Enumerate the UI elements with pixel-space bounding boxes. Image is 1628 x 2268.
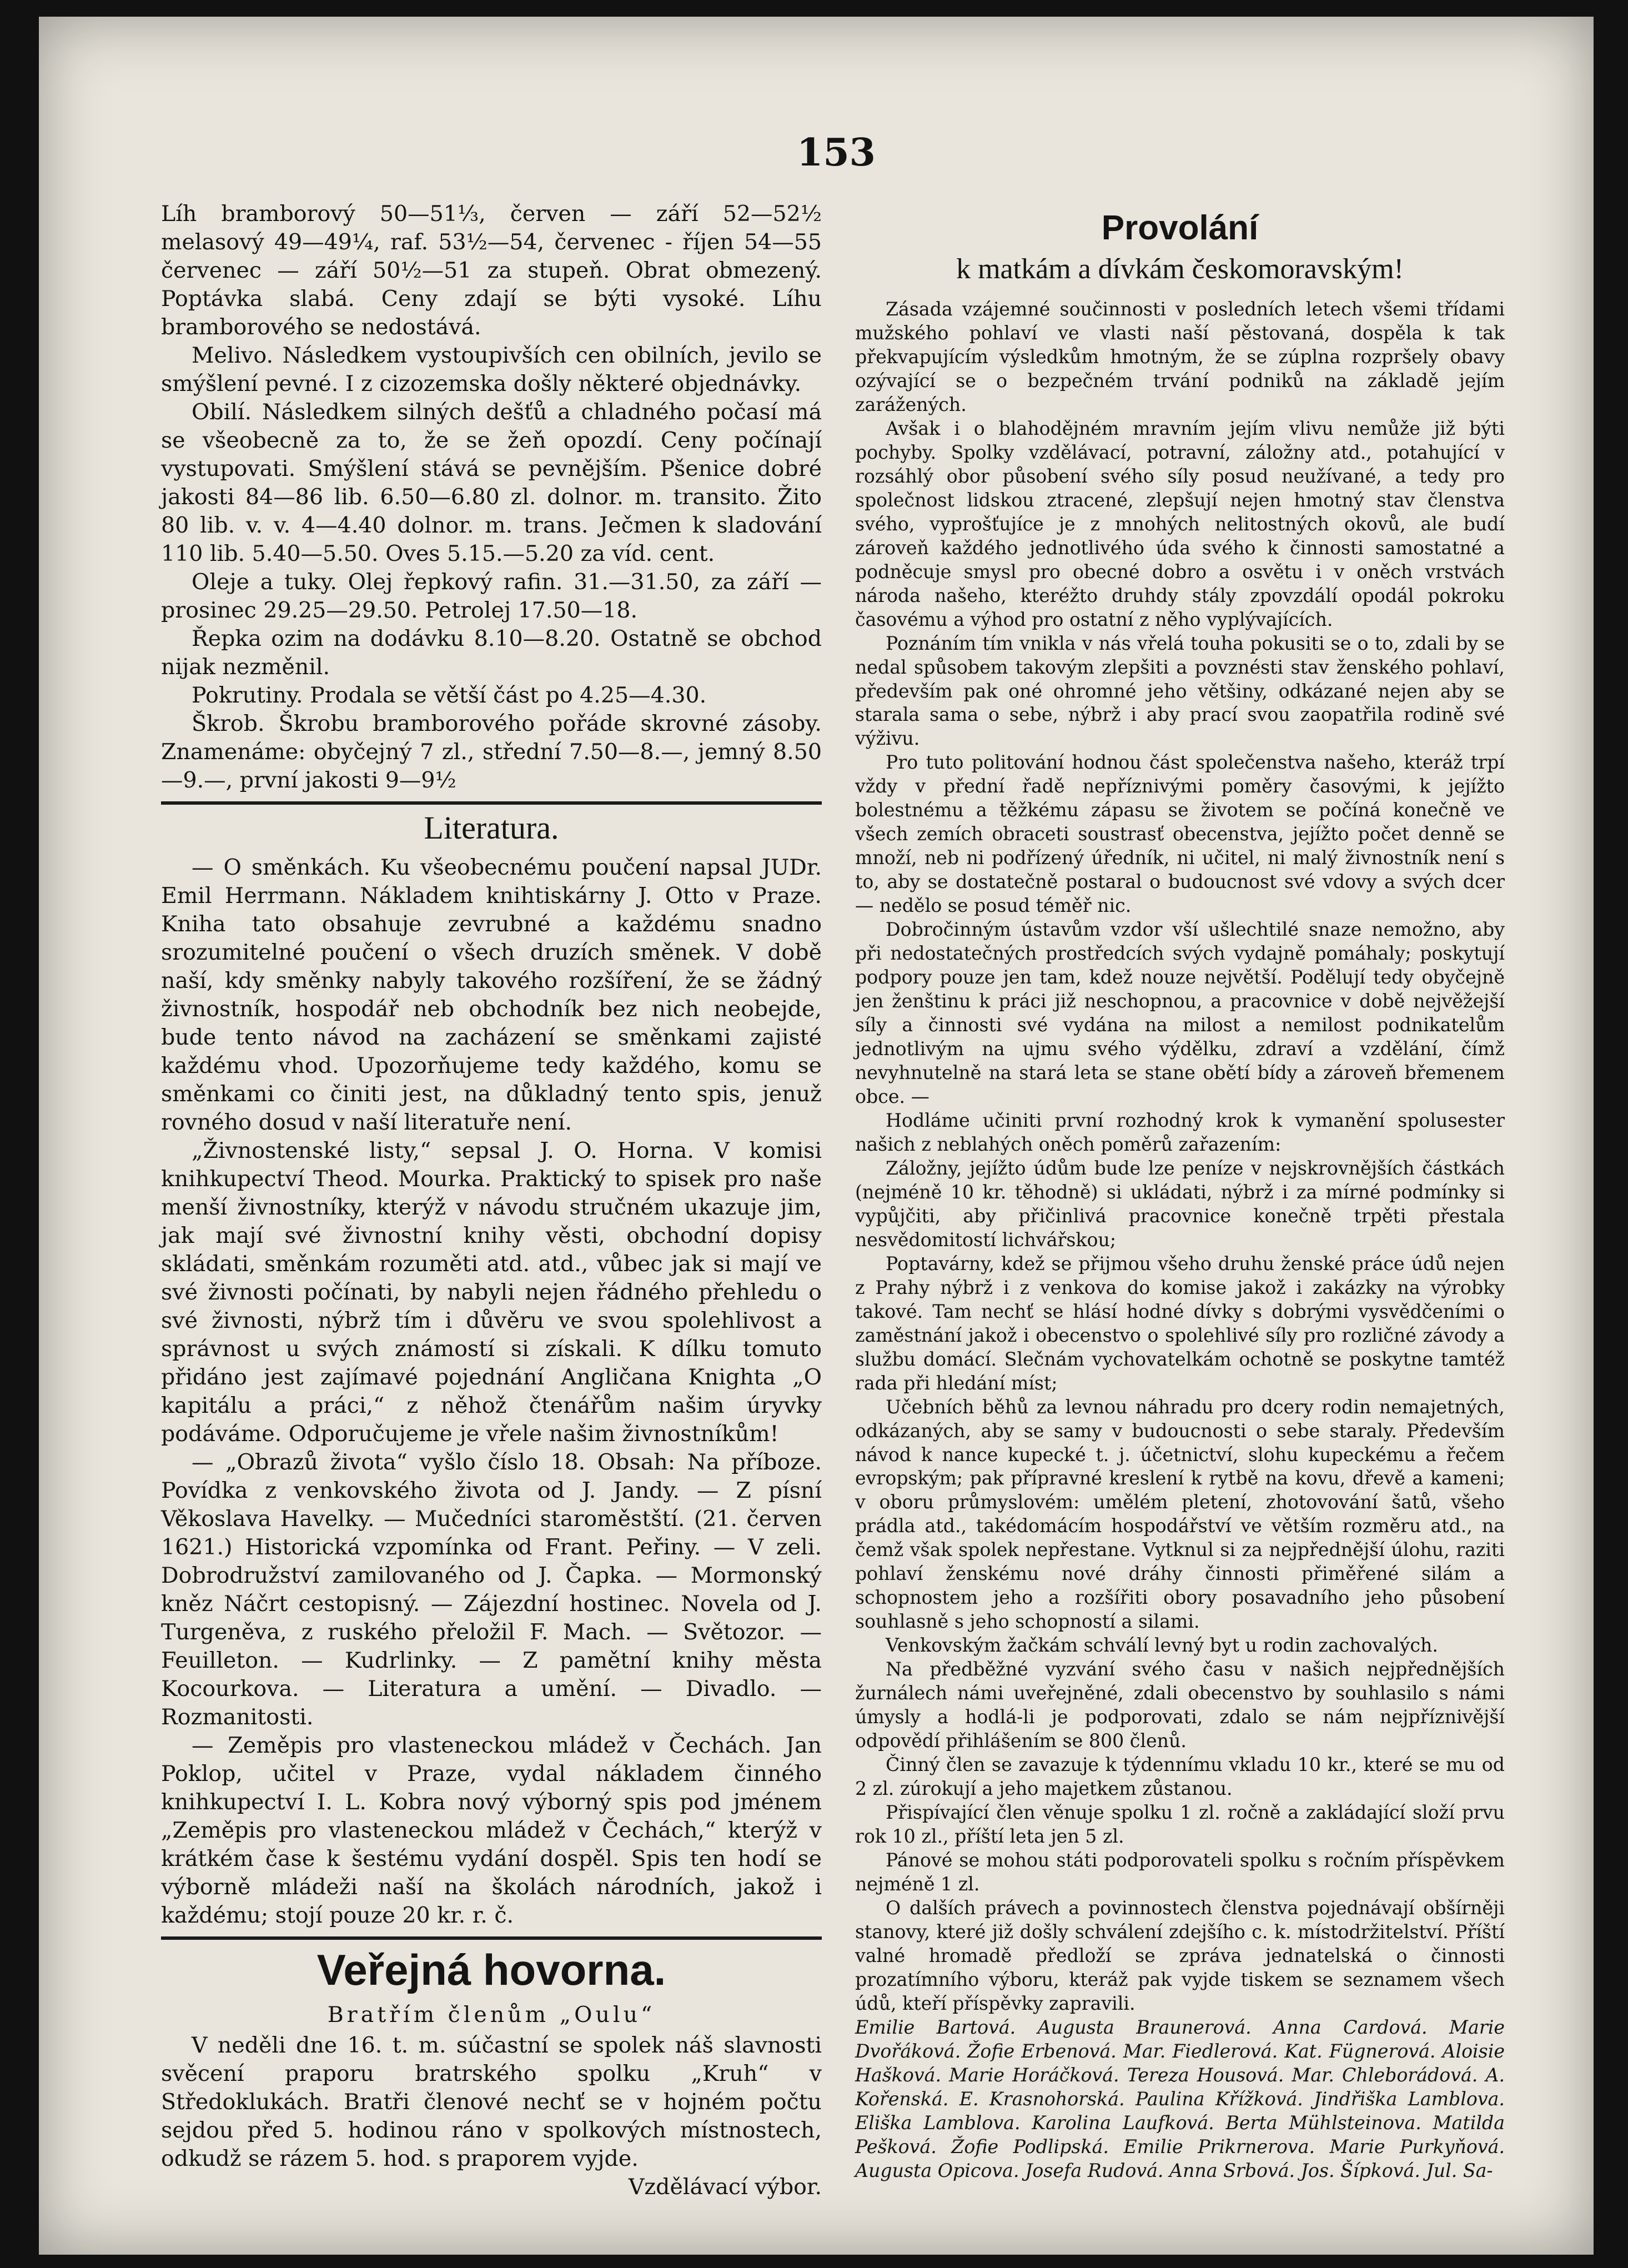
paragraph: O dalších právech a povinnostech členstva pojednávají obšírněji stanovy, které již došly schválení zdejšího c. k. místodržitelství. Příští valné hromadě předloží se zpráva jednatelská o činnosti prozatímního výboru, kteráž pak vyjde tiskem se seznamem všech údů, kteří příspěvky zapravili.	[855, 1896, 1505, 2014]
paragraph: Dobročinným ústavům vzdor vší ušlechtilé snaze nemožno, aby při nedostatečných prostředcích svých vydajně pomáhaly; poskytují podpory pouze jen tam, kdež nouze největší. Podělují tedy obyčejně jen ženštinu k práci již neschopnou, a pracovnice v době nejvěžejší síly a činnosti své vydána na milost a nemilost podnikatelům jednotlivým na ujmu svého výdělku, zdraví a vzdělání, čímž nevyhnutelně na stará leta se stane obětí bídy a zároveň břemenem obce. —	[855, 919, 1505, 1107]
paragraph: Učebních běhů za levnou náhradu pro dcery rodin nemajetných, odkázaných, aby se samy v budoucnosti o sebe staraly. Především návod k nance kupecké t. j. účetnictví, slohu kupeckému a řečem evropským; pak přípravné kreslení k rytbě na kovu, dřevě a kameni; v oboru průmyslovém: umělém pletení, zhotovování šatů, všeho prádla atd., takédomácím hospodářství ve větším rozměru atd., na čemž však spolek nepřestane. Vytknul si za nejpřednější úlohu, raziti pohlaví ženskému nové dráhy činnosti přiměřené silám a schopnostem jeho a rozšířiti obory posavadního jeho působení souhlasně s jeho schopností a silami.	[855, 1396, 1505, 1633]
market-item: Melivo. Následkem vystoupivších cen obilních, jevilo se smýšlení pevné. I z cizozemska došly některé objednávky.	[161, 343, 822, 397]
page-number: 153	[797, 131, 876, 175]
paragraph: Činný člen se zavazuje k týdennímu vkladu 10 kr., které se mu od 2 zl. zúrokují a jeho majetkem zůstanou.	[855, 1754, 1505, 1800]
paragraph: Pro tuto politování hodnou část společenstva našeho, kteráž trpí vždy v přední řadě nepříznivými poměry časovými, k jejížto bolestnému a těžkému zápasu se životem se počíná konečně ve všech zemích obraceti soustrasť obecenstva, jejížto počet denně se množí, neb ni podřízený úředník, ni učitel, ni malý živnostník není s to, aby se dostatečně postaral o budoucnost své vdovy a svých dcer — nedělo se posud téměř nic.	[855, 751, 1505, 917]
paragraph: Na předběžné vyzvání svého času v našich nejpřednějších žurnálech námi uveřejněné, zdali obecenstvo by souhlasilo s námi úmysly a hodlá-li je podporovati, zdalo se nám nejpříznivější odpovědí přihlášením se 800 členů.	[855, 1658, 1505, 1752]
newspaper-page	[39, 17, 1594, 2255]
literature-heading: Literatura.	[424, 810, 559, 846]
hovorna-heading: Veřejná hovorna.	[316, 1945, 666, 1994]
proclamation-title: Provolání	[1101, 209, 1259, 247]
paragraph: Poznáním tím vnikla v nás vřelá touha pokusiti se o to, zdali by se nedal spůsobem takovým zlepšiti a povznésti stav ženského pohlaví, především pak oné ohromné jeho většiny, odkázané nejen aby se starala sama o sebe, nýbrž i aby prací svou zaopatřila rodině své výživu.	[855, 632, 1505, 750]
literature-section	[161, 854, 822, 1930]
literature-item: — O směnkách. Ku všeobecnému poučení napsal JUDr. Emil Herrmann. Nákladem knihtiskárny J. Otto v Praze. Kniha tato obsahuje zevrubné a každému snadno srozumitelné poučení o všech druzích směnek. V době naší, kdy směnky nabyly takového rozšíření, že se žádný živnostník, hospodář neb obchodník bez nich neobejde, bude tento návod na zacházení se směnkami zajisté každému vhod. Upozorňujeme tedy každého, komu se směnkami co činiti jest, na důkladný tento spis, jenuž rovného dosud v naší literatuře není.	[161, 855, 822, 1135]
paragraph: Avšak i o blahodějném mravním jejím vlivu nemůže již býti pochyby. Spolky vzdělávací, potravní, záložny atd., potahující v rozsáhlý obor působení svého síly posud neužívané, a tedy pro společnost lidskou ztracené, zlepšují nejen hmotný stav členstva svého, vyprošťujíce je z mnohých nelitostných okovů, ale budí zároveň každého jednotlivého úda svého k činnosti samostatné a podněcuje smysl pro obecné dobro a osvětu i v oněch vrstvách národa našeho, kteréžto druhdy stály zpovzdálí opodál pokroku časovému a výhod pro ostatní z něho vyplývajících.	[855, 417, 1505, 630]
hovorna-text: V neděli dne 16. t. m. súčastní se spolek náš slavnosti svěcení praporu bratrského spolku „Kruh“ v Středoklukách. Bratři členové nechť se v hojném počtu sejdou před 5. hodinou ráno v spolkových místnostech, odkudž se rázem 5. hod. s praporem vyjde.	[161, 2033, 822, 2171]
market-item: Obilí. Následkem silných dešťů a chladného počasí má se všeobecně za to, že se žeň opozdí. Ceny počínají vystupovati. Smýšlení stává se pevnějším. Pšenice dobré jakosti 84—86 lib. 6.50—6.80 zl. dolnor. m. transito. Žito 80 lib. v. v. 4—4.40 dolnor. m. trans. Ječmen k sladování 110 lib. 5.40—5.50. Oves 5.15.—5.20 za víd. cent.	[161, 399, 822, 566]
paragraph: Zásada vzájemné součinnosti v posledních letech všemi třídami mužského pohlaví ve vlasti naší pěstovaná, dospěla k tak překvapujícím výsledkům hmotným, že se zúplna rozpršely obavy ozývající se o bezpečném trvání podniků na základě jejím zarážených.	[855, 298, 1505, 415]
section-divider	[161, 1936, 822, 1940]
paragraph: Přispívající člen věnuje spolku 1 zl. ročně a zakládající složí prvu rok 10 zl., příští leta jen 5 zl.	[855, 1802, 1505, 1847]
market-item: Líh bramborový 50—51⅓, červen — září 52—52½ melasový 49—49¼, raf. 53½—54, červenec - říjen 54—55 červenec — září 50½—51 za stupeň. Obrat obmezený. Poptávka slabá. Ceny zdají se býti vysoké. Líhu bramborového se nedostává.	[161, 201, 822, 340]
section-divider	[161, 801, 822, 805]
literature-item: „Živnostenské listy,“ sepsal J. O. Horna. V komisi knihkupectví Theod. Mourka. Praktický to spisek pro naše menší živnostníky, kterýž v návodu stručném ukazuje jim, jak mají své živnostní knihy věsti, obchodní dopisy skládati, směnkám rozuměti atd. atd., vůbec jak si mají ve své živnosti počínati, by nabyli nejen řádného přehledu o své živnosti, nýbrž tím i důvěru ve svou spolehlivost a správnost u svých známostí si získali. K dílku tomuto přidáno jest zajímavé pojednání Angličana Knighta „O kapitálu a práci,“ z něhož čtenářům našim úryvky podáváme. Odporučujeme je vřele našim živnostníkům!	[161, 1138, 822, 1447]
market-item: Oleje a tuky. Olej řepkový rafin. 31.—31.50, za září — prosinec 29.25—29.50. Petrolej 17.50—18.	[161, 569, 822, 623]
paragraph: Poptavárny, kdež se přijmou všeho druhu ženské práce údů nejen z Prahy nýbrž i z venkova do komise jakož i zakázky na výrobky takové. Tam nechť se hlásí hodné dívky s dobrými vysvědčeními o zaměstnání jakož i obecenstvo o spolehlivé síly pro rozličné závody a službu domácí. Slečnám vychovatelkám ochotně se poskytne tamtéž rada při hledání míst;	[855, 1252, 1505, 1394]
market-item: Pokrutiny. Prodala se větší část po 4.25—4.30.	[192, 683, 707, 708]
hovorna-signature: Vzdělávací výbor.	[628, 2174, 822, 2200]
hovorna-subheading: Bratřím členům „Oulu“	[327, 2002, 656, 2028]
signatories-list: Emilie Bartová. Augusta Braunerová. Anna Cardová. Marie Dvořáková. Žofie Erbenová. Mar. Fiedlerová. Kat. Fügnerová. Aloisie Hašková. Marie Horáčková. Tereza Housová. Mar. Chleborádová. A. Kořenská. E. Krasnohorská. Paulina Křížková. Jindřiška Lamblova. Eliška Lamblova. Karolina Laufková. Berta Mühlsteinova. Matilda Pešková. Žofie Podlipská. Emilie Prikrnerova. Marie Purkyňová. Augusta Opicova. Josefa Rudová. Anna Srbová. Jos. Šípková. Jul. Sa-	[855, 2016, 1505, 2181]
literature-item: — Zeměpis pro vlasteneckou mládež v Čechách. Jan Poklop, učitel v Praze, vydal nákladem činného knihkupectví I. L. Kobra nový výborný spis pod jménem „Zeměpis pro vlasteneckou mládež v Čechách,“ kterýž v krátkém čase k šestému vydání dospěl. Spis ten hodí se výborně mládeži naší na školách národních, jakož i každému; stojí pouze 20 kr. r. č.	[161, 1733, 822, 1928]
proclamation-body	[855, 298, 1505, 2183]
market-report	[161, 200, 822, 795]
right-column	[855, 200, 1505, 2183]
paragraph: Venkovským žačkám schválí levný byt u rodin zachovalých.	[886, 1634, 1438, 1657]
market-item: Řepka ozim na dodávku 8.10—8.20. Ostatně se obchod nijak nezměnil.	[161, 626, 822, 680]
proclamation-subtitle: k matkám a dívkám českomoravským!	[956, 253, 1404, 285]
paragraph: Hodláme učiniti první rozhodný krok k vymanění spolusester našich z neblahých oněch poměrů zařazením:	[855, 1109, 1505, 1155]
literature-item: — „Obrazů života“ vyšlo číslo 18. Obsah: Na příboze. Povídka z venkovského života od J. Jandy. — Z písní Věkoslava Havelky. — Mučedníci staroměstští. (21. červen 1621.) Historická vzpomínka od Frant. Peřiny. — V zeli. Dobrodružství zamilovaného od J. Čapka. — Mormonský kněz Náčrt cestopisný. — Zájezdní hostinec. Novela od J. Turgeněva, z ruského přeložil F. Mach. — Světozor. — Feuilleton. — Kudrlinky. — Z pamětní knihy města Kocourkova. — Literatura a umění. — Divadlo. — Rozmanitosti.	[161, 1449, 822, 1730]
paragraph: Záložny, jejížto údům bude lze peníze v nejskrovnějších částkách (nejméně 10 kr. těhodně) si ukládati, nýbrž i za mírné podmínky si vypůjčiti, aby přičinlivá pracovnice konečně trpěti přestala nesvědomitostí lichvářskou;	[855, 1157, 1505, 1251]
market-item: Škrob. Škrobu bramborového pořáde skrovné zásoby. Znamenáme: obyčejný 7 zl., střední 7.50—8.—, jemný 8.50—9.—, první jakosti 9—9½	[161, 711, 822, 793]
paragraph: Pánové se mohou státi podporovateli spolku s ročním příspěvkem nejméně 1 zl.	[855, 1849, 1505, 1895]
left-column	[161, 200, 822, 2201]
